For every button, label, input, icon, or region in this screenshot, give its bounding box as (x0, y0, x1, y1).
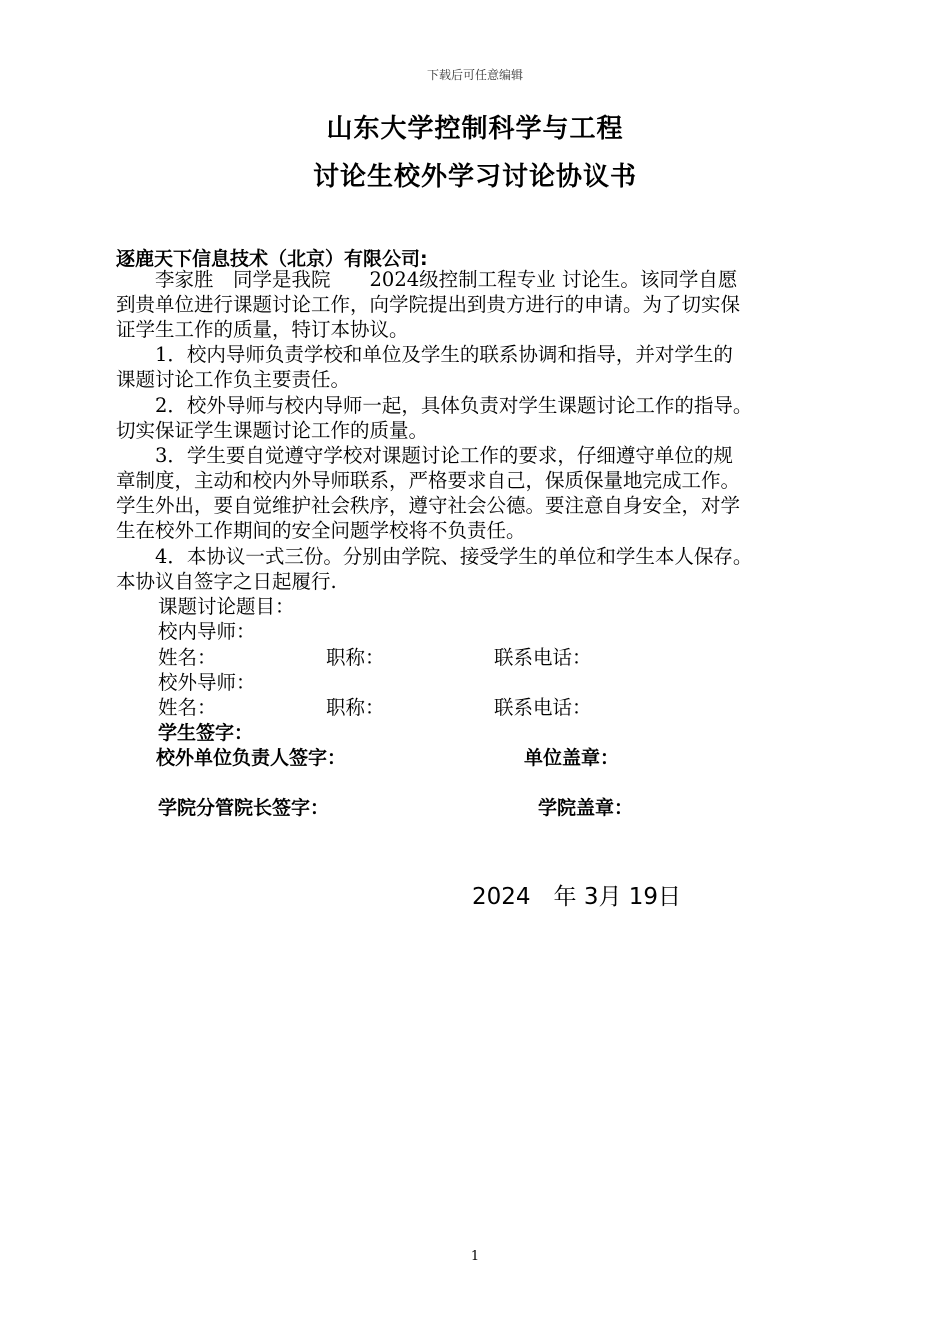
body-line: 本协议自签字之日起履行. (116, 570, 337, 593)
internal-phone-label: 联系电话： (494, 646, 592, 669)
internal-advisor-label: 校内导师： (158, 620, 256, 643)
body-line: 切实保证学生课题讨论工作的质量。 (116, 419, 429, 442)
body-line: 到贵单位进行课题讨论工作，向学院提出到贵方进行的申请。为了切实保 (116, 293, 741, 316)
body-line: 学生外出，要自觉维护社会秩序，遵守社会公德。要注意自身安全，对学 (116, 494, 741, 517)
external-phone-label: 联系电话： (494, 696, 592, 719)
external-advisor-label: 校外导师： (158, 671, 256, 694)
unit-seal-label: 单位盖章： (524, 747, 620, 769)
header-note: 下载后可任意编辑 (426, 68, 523, 82)
college-seal-label: 学院盖章： (538, 797, 634, 819)
addressee: 逐鹿天下信息技术（北京）有限公司: (116, 248, 428, 270)
page-number: 1 (470, 1249, 480, 1264)
body-line: 1．校内导师负责学校和单位及学生的联系协调和指导，并对学生的 (116, 343, 733, 366)
body-line: 生在校外工作期间的安全问题学校将不负责任。 (116, 519, 526, 542)
body-line: 证学生工作的质量，特订本协议。 (116, 318, 409, 341)
body-line: 2．校外导师与校内导师一起，具体负责对学生课题讨论工作的指导。 (116, 394, 753, 417)
body-line: 章制度，主动和校内外导师联系，严格要求自己，保质保量地完成工作。 (116, 469, 741, 492)
external-unit-head-signature-label: 校外单位负责人签字： (156, 747, 347, 769)
body-line: 4．本协议一式三份。分别由学院、接受学生的单位和学生本人保存。 (116, 545, 753, 568)
student-signature-label: 学生签字： (158, 722, 254, 744)
dean-signature-label: 学院分管院长签字： (158, 797, 330, 819)
topic-label: 课题讨论题目： (158, 595, 295, 618)
external-name-label: 姓名： (158, 696, 217, 719)
document-title-line-1: 山东大学控制科学与工程 (326, 114, 624, 144)
internal-title-label: 职称： (326, 646, 385, 669)
external-title-label: 职称： (326, 696, 385, 719)
document-title-line-2: 讨论生校外学习讨论协议书 (312, 162, 637, 192)
agreement-date: 2024 年 3月 19日 (472, 884, 682, 910)
body-line: 课题讨论工作负主要责任。 (116, 368, 351, 391)
body-line: 李家胜 同学是我院 2024级控制工程专业 讨论生。该同学自愿 (116, 268, 738, 291)
body-line: 3．学生要自觉遵守学校对课题讨论工作的要求，仔细遵守单位的规 (116, 444, 733, 467)
internal-name-label: 姓名： (158, 646, 217, 669)
